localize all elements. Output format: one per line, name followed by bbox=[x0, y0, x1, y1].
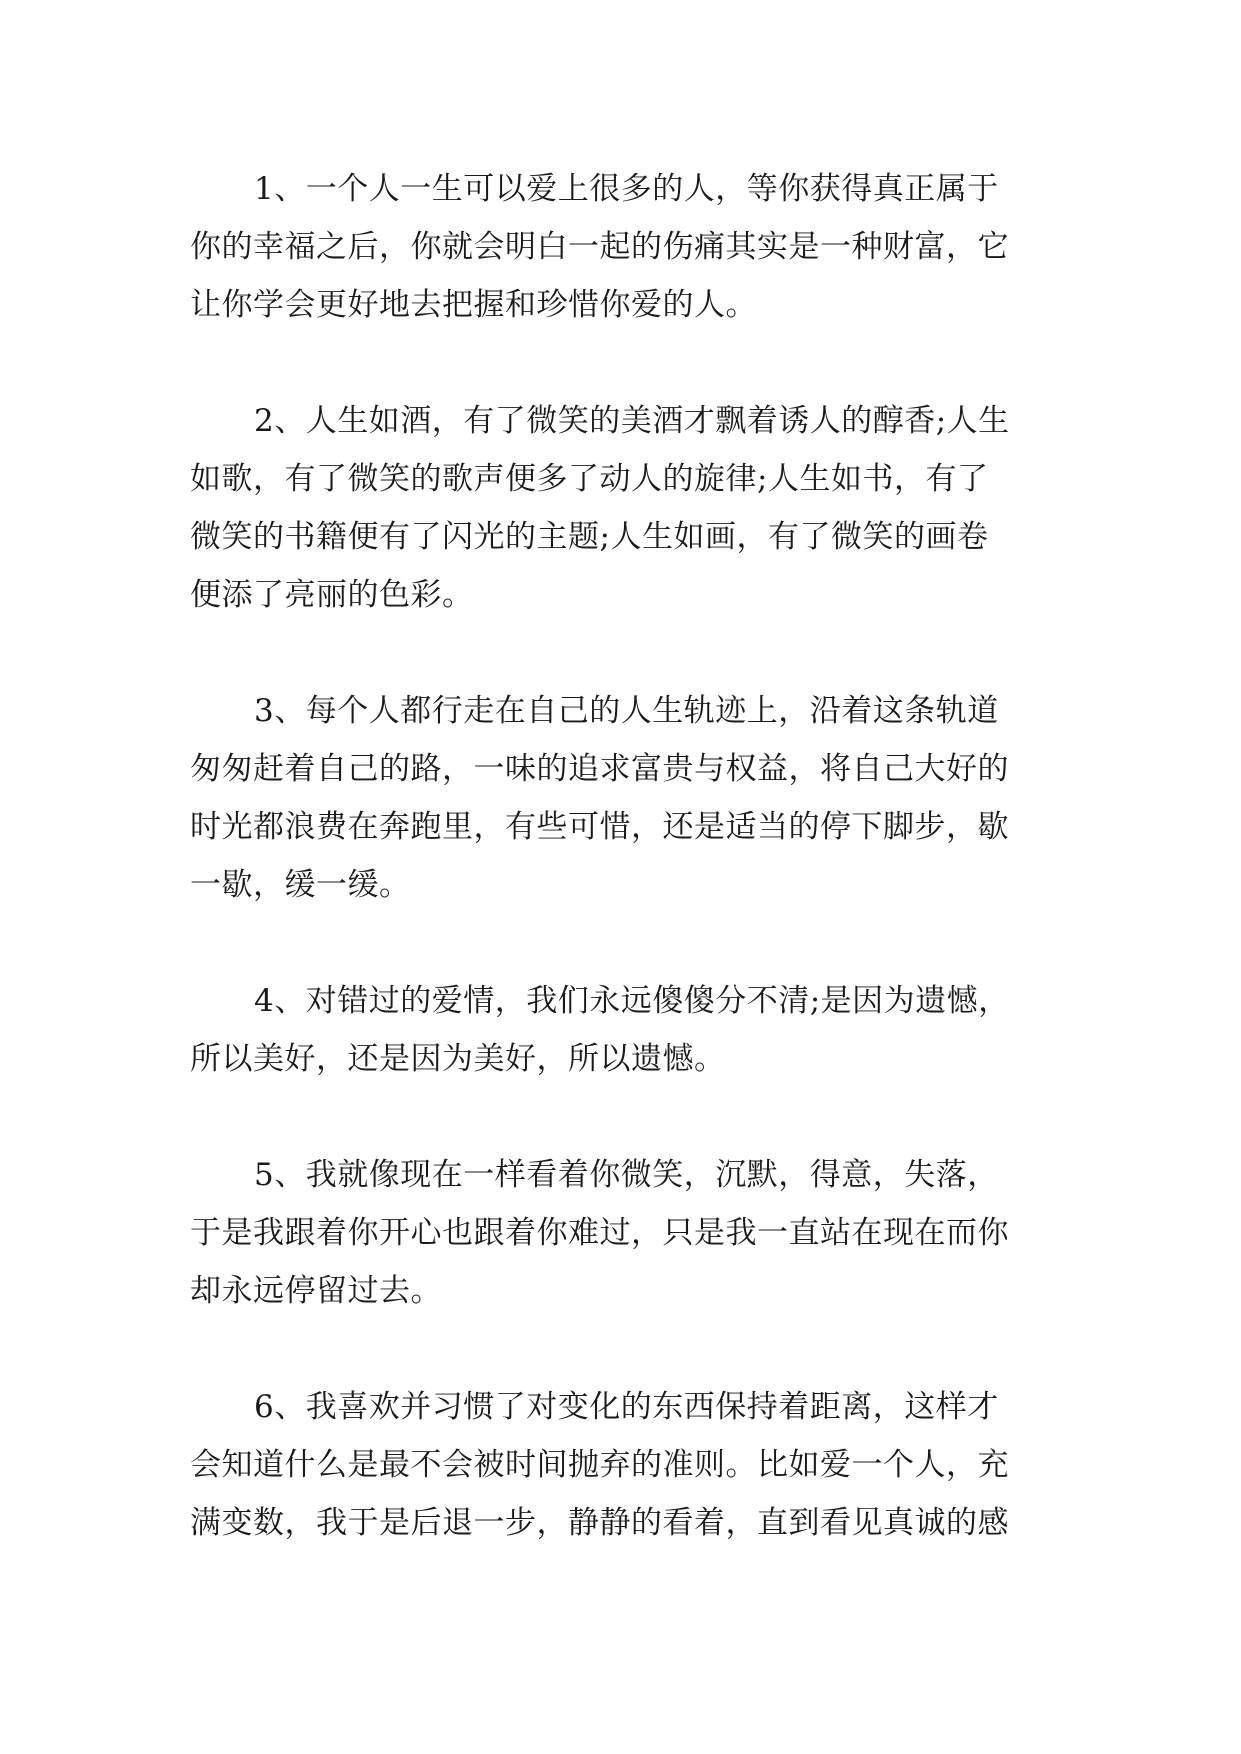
paragraph-line: 却永远停留过去。 bbox=[190, 1273, 442, 1309]
paragraph-line: 4、对错过的爱情，我们永远傻傻分不清;是因为遗憾， bbox=[254, 983, 1010, 1019]
paragraph-line: 6、我喜欢并习惯了对变化的东西保持着距离，这样才 bbox=[254, 1389, 999, 1425]
paragraph-line: 3、每个人都行走在自己的人生轨迹上，沿着这条轨道 bbox=[254, 693, 999, 729]
paragraph-line: 2、人生如酒，有了微笑的美酒才飘着诱人的醇香;人生 bbox=[254, 403, 1010, 439]
paragraph-line: 会知道什么是最不会被时间抛弃的准则。比如爱一个人，充 bbox=[190, 1447, 1009, 1483]
paragraph-line: 如歌，有了微笑的歌声便多了动人的旋律;人生如书，有了 bbox=[190, 461, 989, 497]
paragraph-line: 1、一个人一生可以爱上很多的人，等你获得真正属于 bbox=[254, 171, 999, 207]
paragraph-line: 让你学会更好地去把握和珍惜你爱的人。 bbox=[190, 287, 757, 323]
paragraph-line: 时光都浪费在奔跑里，有些可惜，还是适当的停下脚步，歇 bbox=[190, 809, 1009, 845]
paragraph-6 bbox=[190, 1378, 1060, 1552]
paragraph-5 bbox=[190, 1146, 1060, 1320]
paragraph-3 bbox=[190, 682, 1060, 914]
paragraph-line: 5、我就像现在一样看着你微笑，沉默，得意，失落， bbox=[254, 1157, 999, 1193]
paragraph-line: 微笑的书籍便有了闪光的主题;人生如画，有了微笑的画卷 bbox=[190, 519, 989, 555]
paragraph-line: 匆匆赶着自己的路，一味的追求富贵与权益，将自己大好的 bbox=[190, 751, 1009, 787]
paragraph-line: 你的幸福之后，你就会明白一起的伤痛其实是一种财富，它 bbox=[190, 229, 1009, 265]
paragraph-1 bbox=[190, 160, 1060, 334]
paragraph-4 bbox=[190, 972, 1060, 1088]
paragraph-line: 一歇，缓一缓。 bbox=[190, 867, 411, 903]
paragraph-2 bbox=[190, 392, 1060, 624]
paragraph-line: 所以美好，还是因为美好，所以遗憾。 bbox=[190, 1041, 726, 1077]
paragraph-line: 于是我跟着你开心也跟着你难过，只是我一直站在现在而你 bbox=[190, 1215, 1009, 1251]
document-body bbox=[190, 160, 1060, 1610]
paragraph-line: 满变数，我于是后退一步，静静的看着，直到看见真诚的感 bbox=[190, 1505, 1009, 1541]
paragraph-line: 便添了亮丽的色彩。 bbox=[190, 577, 474, 613]
